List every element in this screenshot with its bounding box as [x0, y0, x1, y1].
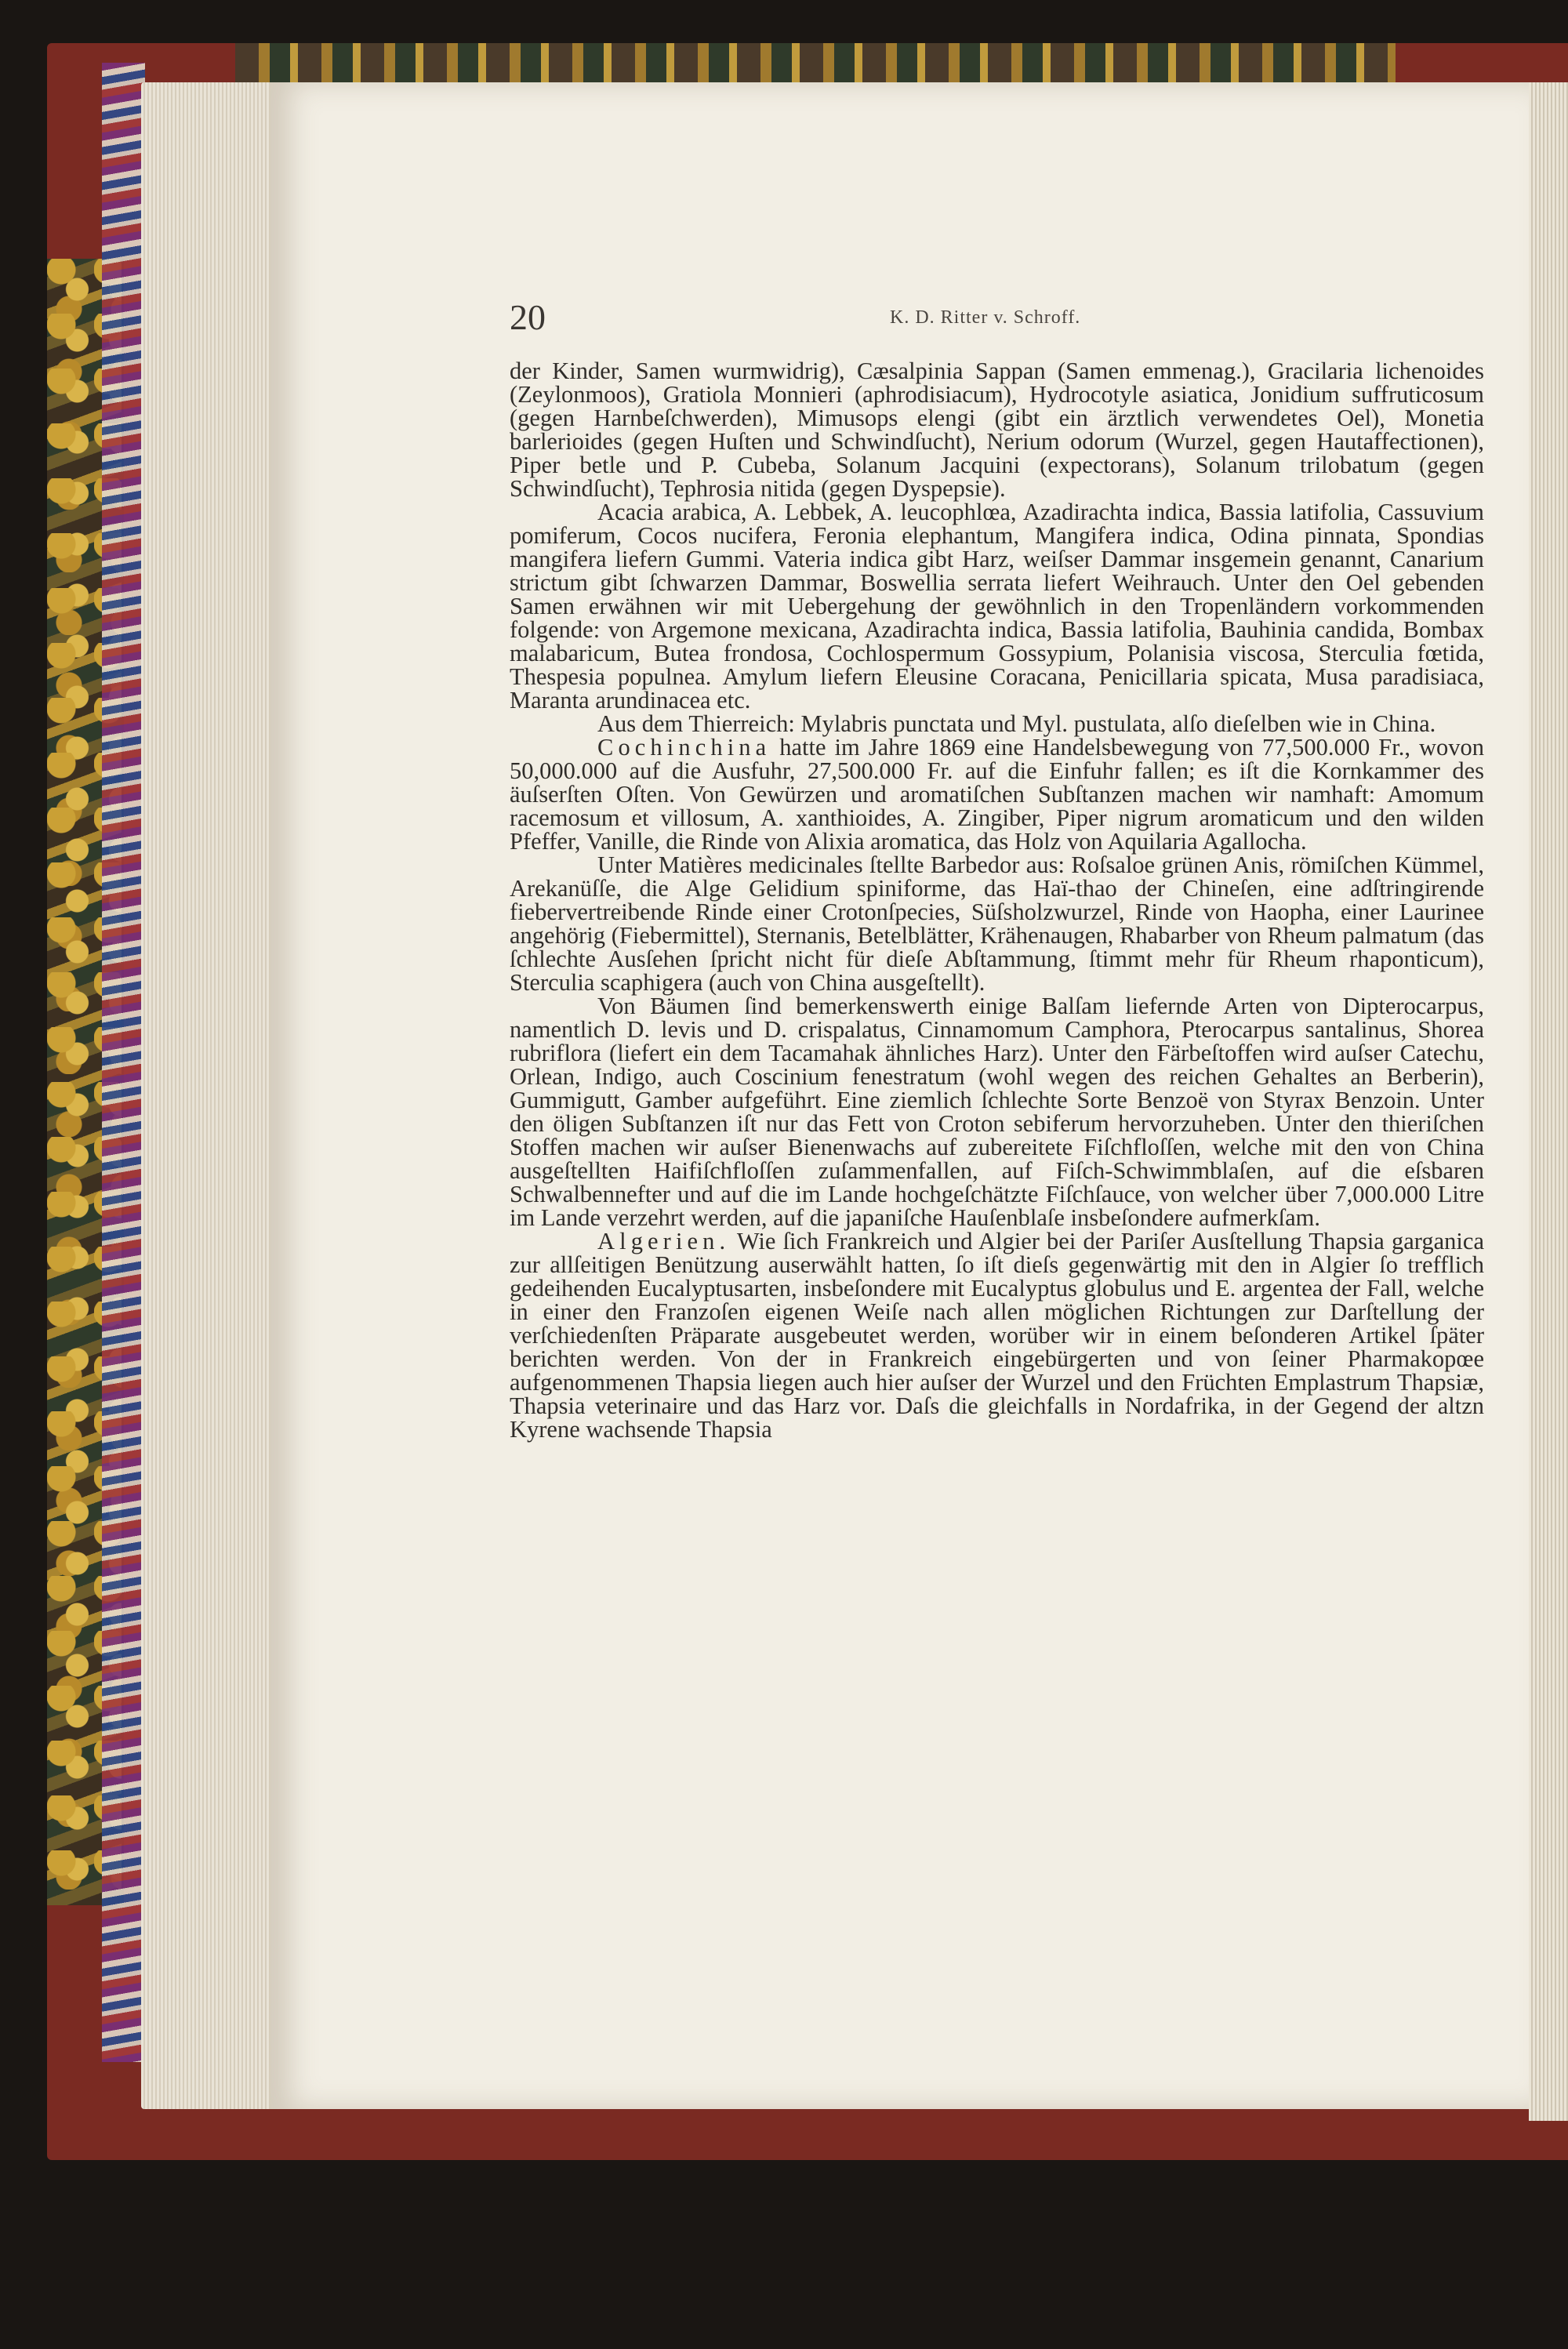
paragraph-text: hatte im Jahre 1869 eine Handelsbewegung von 77,500.000 Fr., wovon 50,000.000 auf die Ausfuhr, 27,500.000 Fr. auf die Einfuhr fallen; es iſt die Kornkammer des äuſserſten Oſten. Von Gewürzen und aromatiſchen Subſtanzen machen wir namhaft: Amomum racemosum et villosum, A. xanthioides, A. Zingiber, Piper nigrum aromaticum und den wilden Pfeffer, Vanille, die Rinde von Alixia aromatica, das Holz von Aquilaria Agallocha. — [510, 734, 1484, 855]
page-number: 20 — [510, 297, 546, 337]
running-title: K. D. Ritter v. Schroff. — [890, 307, 1081, 328]
paragraph-text: der Kinder, Samen wurmwidrig), Cæsalpinia Sappan (Samen emmenag.), Gracilaria lichenoides (Zeylonmoos), Gratiola Monnieri (aphrodisiacum), Hydrocotyle asiatica, Jonidium suffruticosum (gegen Harnbeſchwerden), Mimusops elengi (gibt ein ärztlich verwendetes Oel), Monetia barlerioides (gegen Huſten und Schwindſucht), Nerium odorum (Wurzel, gegen Hautaffectionen), Piper betle und P. Cubeba, Solanum Jacquini (expectorans), Solanum trilobatum (gegen Schwindſucht), Tephrosia nitida (gegen Dyspepsie). — [510, 358, 1484, 502]
body-text — [510, 359, 1484, 1441]
paragraph-text: Acacia arabica, A. Lebbek, A. leucophlœa, Azadirachta indica, Bassia latifolia, Cassuvium pomiferum, Cocos nucifera, Feronia elephantum, Mangifera indica, Odina pinnata, Spondias mangifera liefern Gummi. Vateria indica gibt Harz, weiſser Dammar insgemein genannt, Canarium strictum gibt ſchwarzen Dammar, Boswellia serrata liefert Weihrauch. Unter den Oel gebenden Samen erwähnen wir mit Uebergehung der gewöhnlich in den Tropenländern vorkommenden folgende: von Argemone mexicana, Azadirachta indica, Bassia latifolia, Bauhinia candida, Bombax malabaricum, Butea frondosa, Cochlospermum Gossypium, Polanisia viscosa, Sterculia fœtida, Thespesia populnea. Amylum liefern Eleusine Coracana, Penicillaria spicata, Musa paradisiaca, Maranta arundinacea etc. — [510, 499, 1484, 713]
paragraph — [510, 994, 1484, 1229]
page-stack-edges — [141, 82, 274, 2109]
paragraph-text: Aus dem Thierreich: Mylabris punctata und Myl. pustulata, alſo dieſelben wie in China. — [597, 710, 1436, 737]
marbled-cover-top — [235, 43, 1396, 86]
section-label: Algerien. — [597, 1228, 731, 1254]
paragraph — [510, 359, 1484, 500]
paragraph — [510, 735, 1484, 853]
paragraph-text: Von Bäumen ſind bemerkenswerth einige Balſam liefernde Arten von Dipterocarpus, namentlich D. levis und D. crispalatus, Cinnamomum Camphora, Pterocarpus santalinus, Shorea rubriflora (liefert ein dem Tacamahak ähnliches Harz). Unter den Färbeſtoffen wird auſser Catechu, Orlean, Indigo, auch Coscinium fenestratum (wohl wegen des reichen Gehaltes an Berberin), Gummigutt, Gamber aufgeführt. Eine ziemlich ſchlechte Sorte Benzoë von Styrax Benzoin. Unter den öligen Subſtanzen iſt nur das Fett von Croton sebiferum hervorzuheben. Unter den thieriſchen Stoffen machen wir auſser Bienenwachs auf zubereitete Fiſchfloſſen, welche mit den von China ausgeſtellten Haifiſchfloſſen zuſammenfallen, auf Fiſch-Schwimmblaſen, auf die eſsbaren Schwalbennefter und auf die im Lande hochgeſchätzte Fiſchſauce, von welcher über 7,000.000 Litre im Lande verzehrt werden, auf die japaniſche Hauſenblaſe insbeſondere aufmerkſam. — [510, 993, 1484, 1231]
page-stack-edges-right — [1529, 82, 1568, 2121]
paragraph-text: Unter Matières medicinales ſtellte Barbedor aus: Roſsaloe grünen Anis, römiſchen Kümmel, Arekanüſſe, die Alge Gelidium spiniforme, das Haï-thao der Chineſen, eine adſtringirende fiebervertreibende Rinde einer Crotonſpecies, Süſsholzwurzel, Rinde von Haopha, einer Laurinee angehörig (Fiebermittel), Sternanis, Betelblätter, Krähenaugen, Rhabarber von Rheum palmatum (das ſchlechte Ausſehen ſpricht nicht für dieſe Abſtammung, ſtimmt mehr für Rheum rhaponticum), Sterculia scaphigera (auch von China ausgeſtellt). — [510, 851, 1484, 996]
page-header — [510, 296, 1529, 336]
paragraph — [510, 712, 1484, 735]
paragraph-text: Wie ſich Frankreich und Algier bei der Pariſer Ausſtellung Thapsia garganica zur allſeitigen Benützung auserwählt hatten, ſo iſt dieſs gegenwärtig mit den in Algier ſo trefflich gedeihenden Eucalyptusarten, insbeſondere mit Eucalyptus globulus und E. argentea der Fall, welche in einer den Franzoſen eigenen Weiſe nach allen möglichen Richtungen zur Darſtellung der verſchiedenſten Präparate ausgebeutet werden, worüber wir in einem beſonderen Artikel ſpäter berichten werden. Von der in Frankreich eingebürgerten und von ſeiner Pharmakopœe aufgenommenen Thapsia liegen auch hier auſser der Wurzel und den Früchten Emplastrum Thapsiæ, Thapsia veterinaire und das Harz vor. Daſs die gleichfalls in Nordafrika, in der Gegend der altzn Kyrene wachsende Thapsia — [510, 1228, 1484, 1443]
section-label: Cochinchina — [597, 734, 771, 761]
marbled-endpaper — [102, 63, 145, 2062]
paragraph — [510, 500, 1484, 712]
paragraph — [510, 853, 1484, 994]
paragraph — [510, 1229, 1484, 1441]
